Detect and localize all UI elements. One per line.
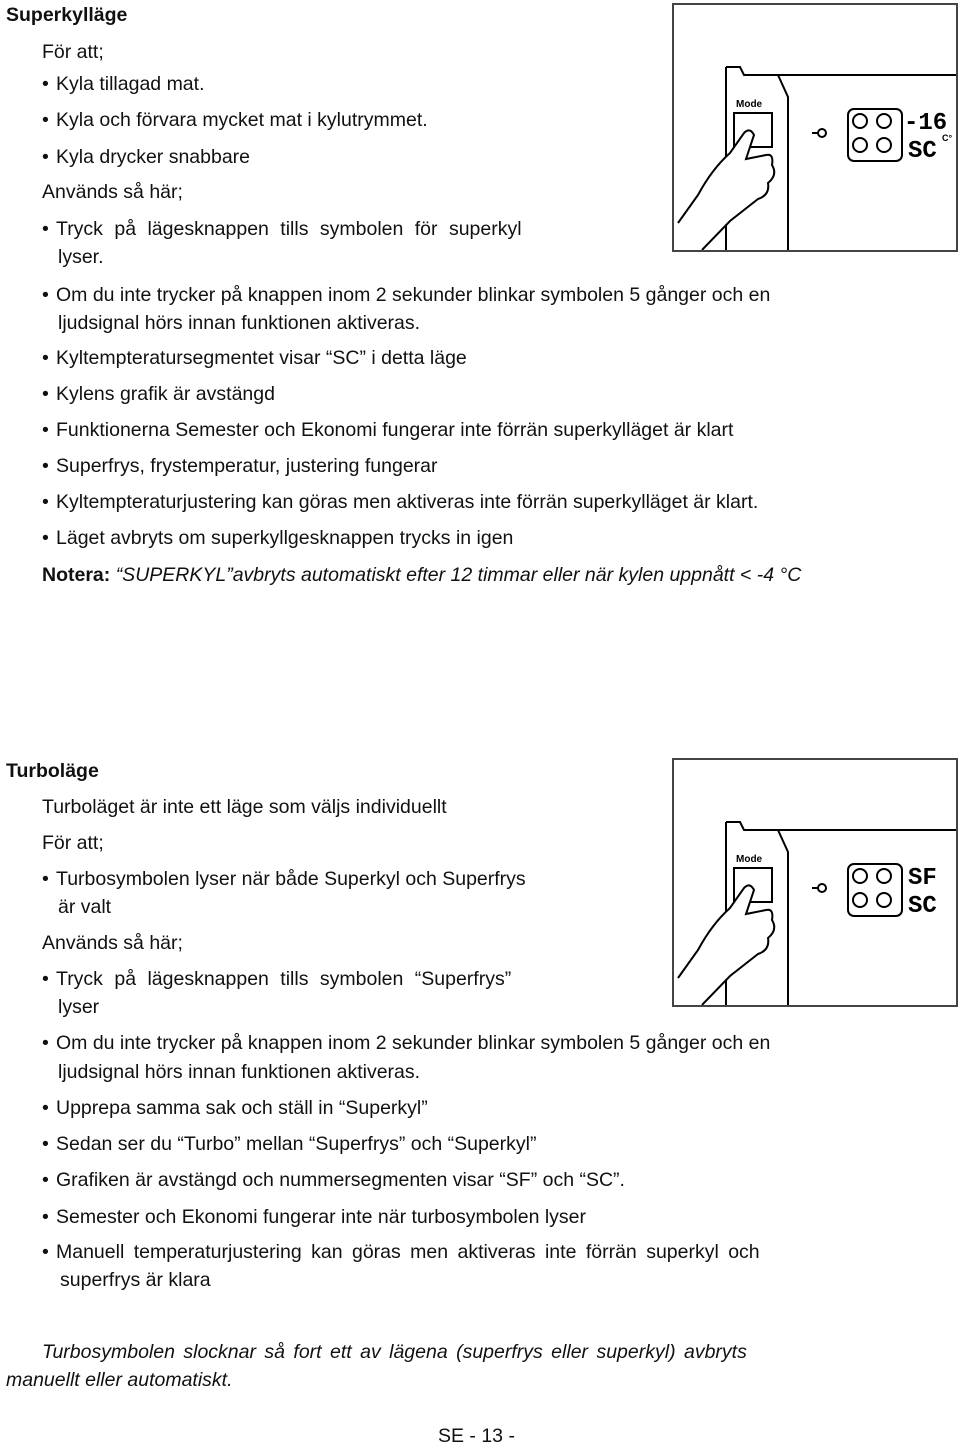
vacation-icon: [877, 114, 891, 128]
unit-label: C°: [942, 133, 953, 143]
list-item-continuation: ljudsignal hörs innan funktionen aktiveras.: [58, 312, 421, 334]
usage-heading: Används så här;: [42, 181, 183, 203]
purpose-heading: För att;: [42, 832, 104, 854]
closing-note: Turbosymbolen slocknar så fort ett av lägena (superfrys eller superkyl) avbryts: [42, 1341, 747, 1363]
control-panel-figure-superkyl: [672, 3, 958, 252]
list-item: • Grafiken är avstängd och nummersegmenten visar “SF” och “SC”.: [42, 1168, 625, 1192]
vacation-icon: [877, 869, 891, 883]
list-item: • Om du inte trycker på knappen inom 2 sekunder blinkar symbolen 5 gånger och en: [42, 1031, 770, 1055]
segment-display-top: SF: [908, 865, 937, 892]
snowflake-icon: [853, 893, 867, 907]
section-title-turbo: Turboläge: [6, 760, 99, 782]
list-item: • Tryck på lägesknappen tills symbolen “Superfrys”: [42, 967, 511, 991]
list-item: • Funktionerna Semester och Ekonomi fungerar inte förrän superkylläget är klart: [42, 418, 733, 442]
list-item-continuation: lyser.: [58, 246, 104, 268]
segment-display-top: -16: [904, 110, 948, 137]
section-title-superkyl: Superkylläge: [6, 4, 128, 26]
mode-label: Mode: [736, 854, 763, 865]
usage-heading: Används så här;: [42, 932, 183, 954]
list-item: • Om du inte trycker på knappen inom 2 sekunder blinkar symbolen 5 gånger och en: [42, 283, 770, 307]
mode-label: Mode: [736, 99, 763, 110]
segment-display-bottom: SC: [908, 138, 937, 165]
key-icon: [818, 884, 826, 892]
intro-text: Turboläget är inte ett läge som väljs individuellt: [42, 796, 447, 818]
control-panel-figure-turbo: [672, 758, 958, 1007]
eco-icon: [853, 114, 867, 128]
list-item: • Manuell temperaturjustering kan göras men aktiveras inte förrän superkyl och: [42, 1240, 760, 1264]
list-item: • Kylens grafik är avstängd: [42, 382, 275, 406]
list-item: • Semester och Ekonomi fungerar inte när turbosymbolen lyser: [42, 1205, 586, 1229]
list-item: • Turbosymbolen lyser när både Superkyl och Superfrys: [42, 867, 526, 891]
turbo-icon: [877, 138, 891, 152]
list-item-continuation: lyser: [58, 996, 100, 1018]
list-item: • Läget avbryts om superkyllgesknappen trycks in igen: [42, 526, 513, 550]
page-number: SE - 13 -: [438, 1425, 515, 1447]
list-item: • Kyla och förvara mycket mat i kylutrymmet.: [42, 108, 428, 132]
list-item: • Kyla drycker snabbare: [42, 145, 250, 169]
list-item: • Sedan ser du “Turbo” mellan “Superfrys” och “Superkyl”: [42, 1132, 536, 1156]
segment-display-bottom: SC: [908, 893, 937, 920]
key-icon: [818, 129, 826, 137]
list-item: • Superfrys, frystemperatur, justering fungerar: [42, 454, 438, 478]
eco-icon: [853, 869, 867, 883]
turbo-icon: [877, 893, 891, 907]
list-item-continuation: superfrys är klara: [60, 1269, 211, 1291]
purpose-heading: För att;: [42, 41, 104, 63]
list-item: • Upprepa samma sak och ställ in “Superkyl”: [42, 1096, 428, 1120]
note: Notera: “SUPERKYL”avbryts automatiskt efter 12 timmar eller när kylen uppnått < -4 °C: [42, 564, 802, 586]
list-item: • Kyla tillagad mat.: [42, 72, 205, 96]
list-item: • Tryck på lägesknappen tills symbolen för superkyl: [42, 217, 522, 241]
list-item-continuation: är valt: [58, 896, 112, 918]
list-item: • Kyltempteratursegmentet visar “SC” i detta läge: [42, 346, 467, 370]
snowflake-icon: [853, 138, 867, 152]
closing-note-continuation: manuellt eller automatiskt.: [6, 1369, 233, 1391]
list-item-continuation: ljudsignal hörs innan funktionen aktiveras.: [58, 1061, 421, 1083]
list-item: • Kyltempteraturjustering kan göras men aktiveras inte förrän superkylläget är klart.: [42, 490, 758, 514]
